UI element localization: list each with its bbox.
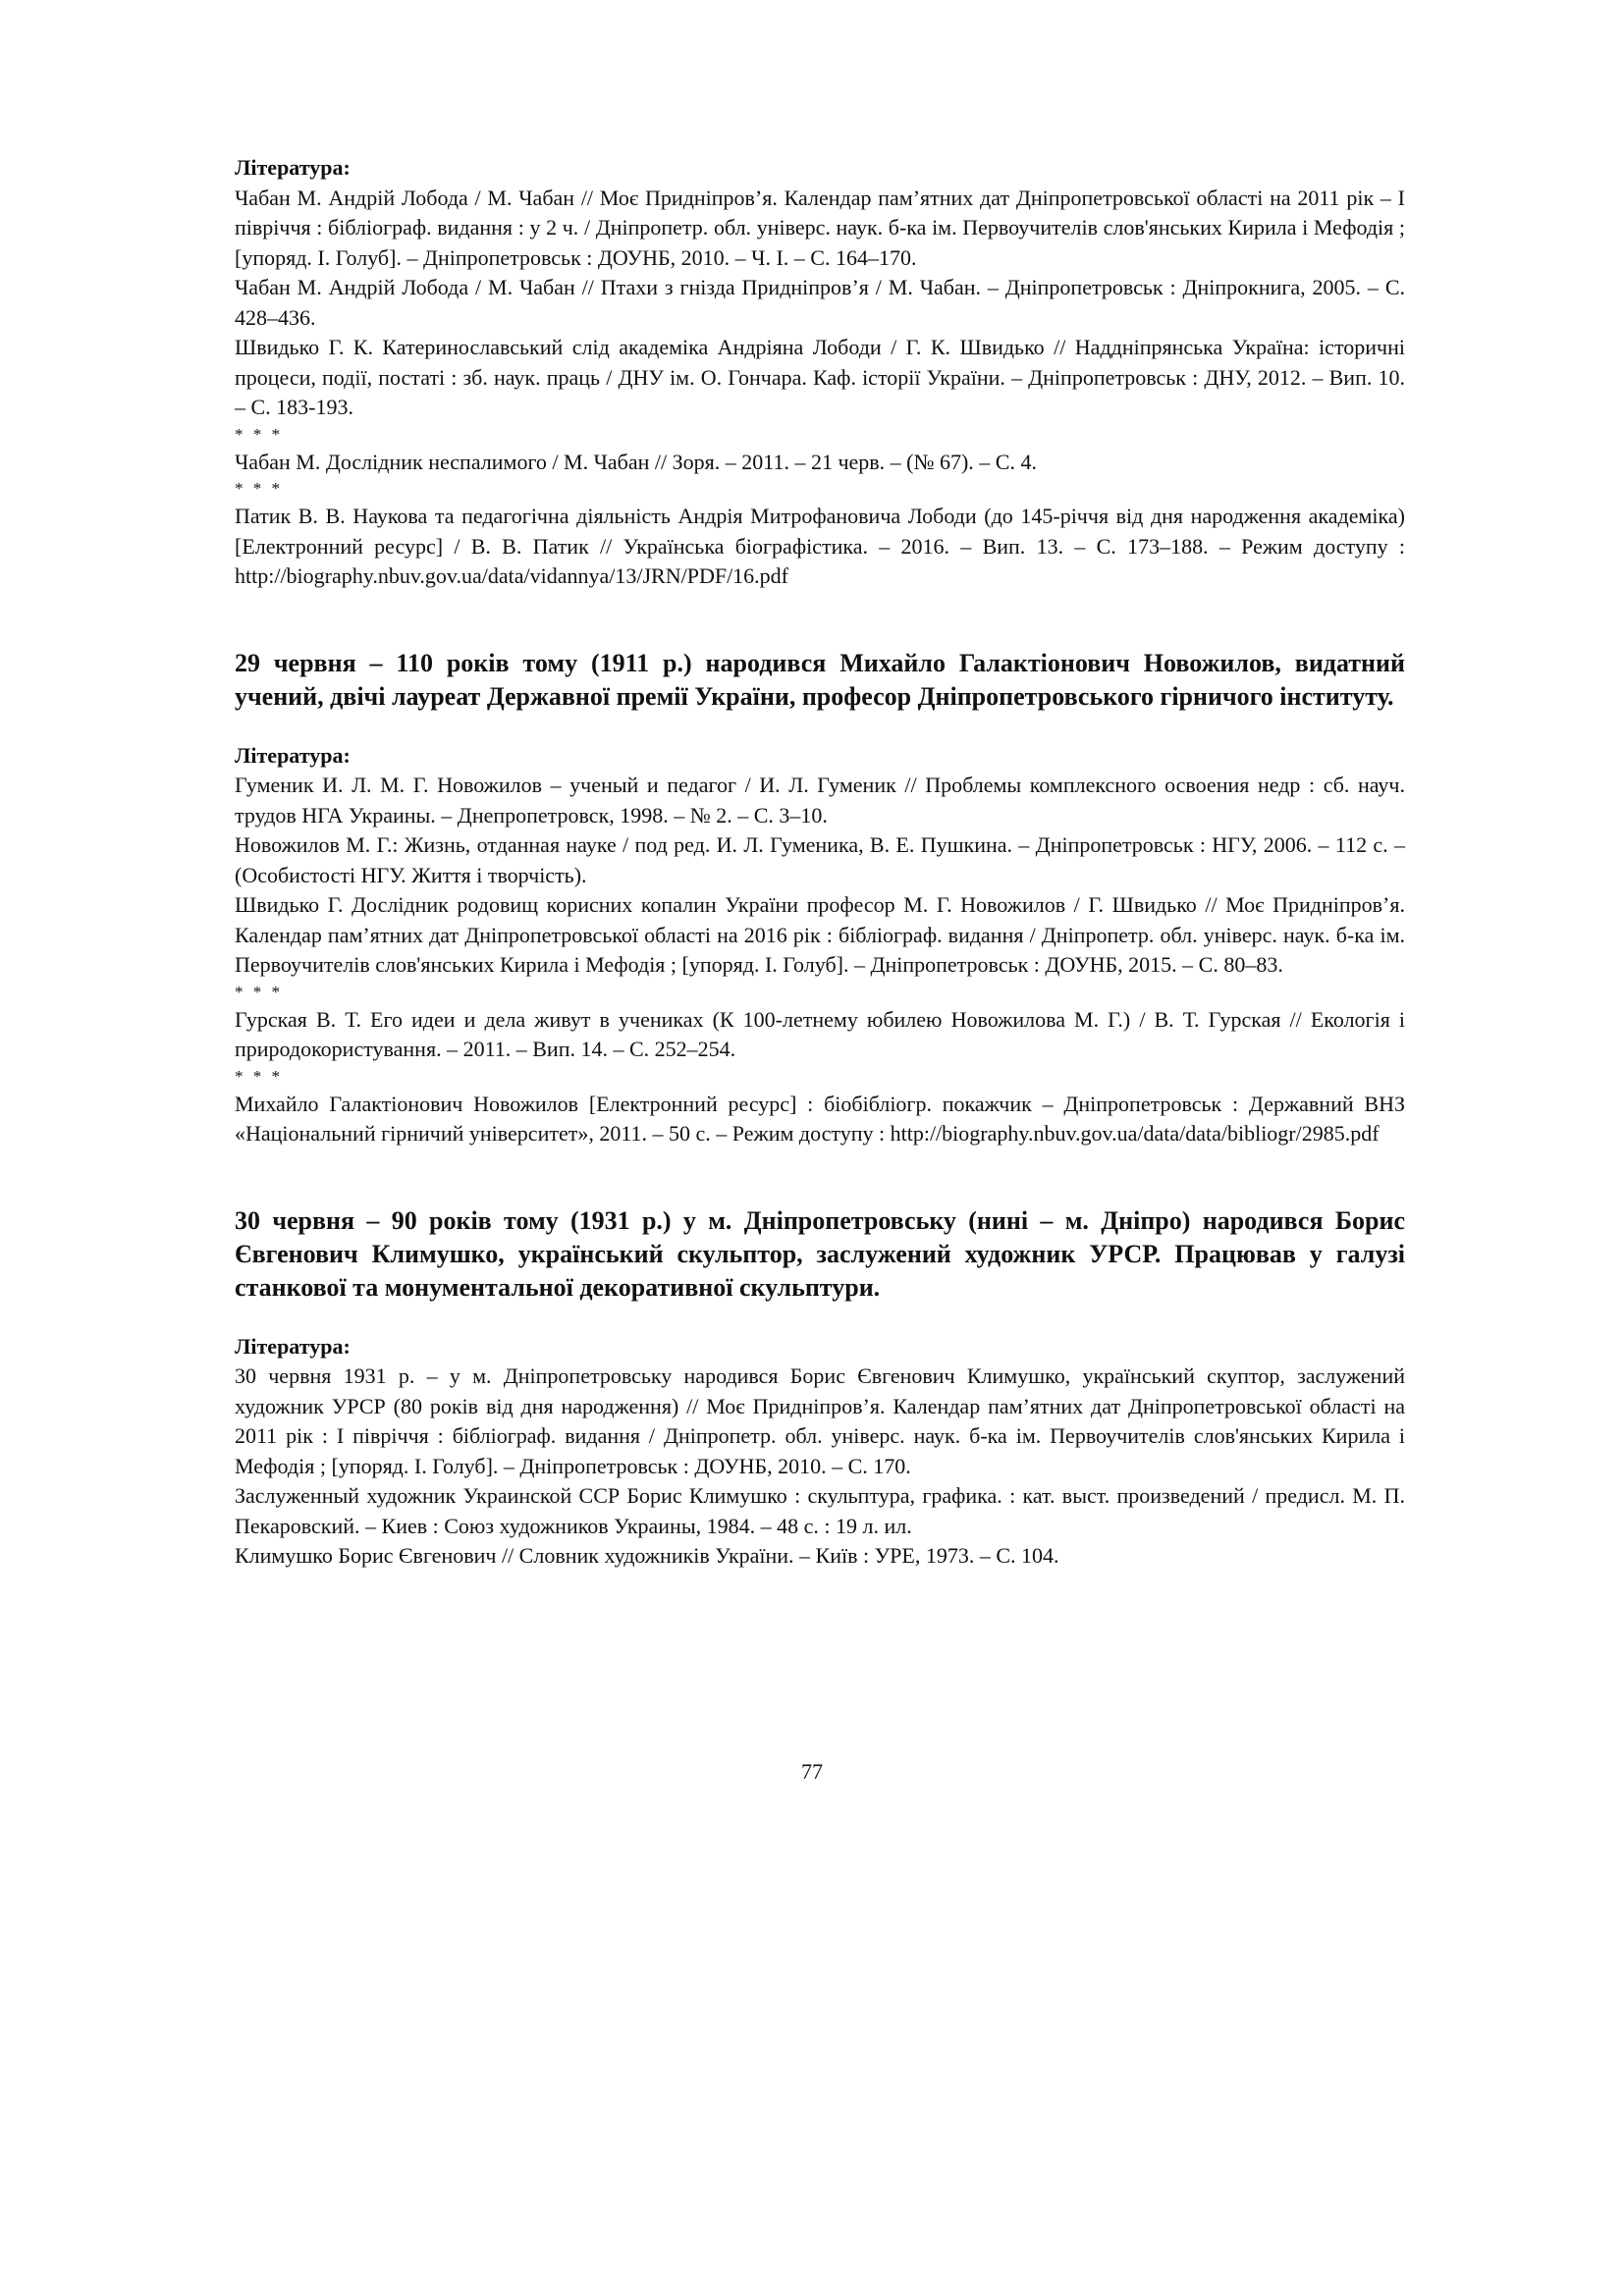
spacer (235, 592, 1405, 647)
event-section-novozhylov (235, 647, 1405, 1149)
bibliography-entry: Чабан М. Дослідник неспалимого / М. Чабан // Зоря. – 2011. – 21 черв. – (№ 67). – С. 4. (235, 449, 1037, 474)
bibliography-entry: Швидько Г. Дослідник родовищ корисних копалин України професор М. Г. Новожилов / Г. Швидько // Моє Придніпров’я. Календар пам’ятних дат Дніпропетровської області на 2016 рік : бібліограф. видання / Дніпропетр. обл. універс. наук. б-ка ім. Первоучителів слов'янських Кирила і Мефодія ; [упоряд. І. Голуб]. – Дніпропетровськ : ДОУНБ, 2015. – С. 80–83. (235, 892, 1405, 977)
bibliography-entry: Гурская В. Т. Его идеи и дела живут в учениках (К 100-летнему юбилею Новожилова М. Г.) / В. Т. Гурская // Екологія і природокористування. – 2011. – Вип. 14. – С. 252–254. (235, 1006, 1405, 1061)
bibliography-entry: Гуменик И. Л. М. Г. Новожилов – ученый и педагог / И. Л. Гуменик // Проблемы комплексного освоения недр : сб. науч. трудов НГА Украины. – Днепропетровск, 1998. – № 2. – С. 3–10. (235, 773, 1405, 828)
bibliography-entry: 30 червня 1931 р. – у м. Дніпропетровську народився Борис Євгенович Климушко, український скуптор, заслужений художник УРСР (80 років від дня народження) // Моє Придніпров’я. Календар пам’ятних дат Дніпропетровської області на 2011 рік : І півріччя : бібліограф. видання / Дніпропетр. обл. універс. наук. б-ка ім. Первоучителів слов'янських Кирила і Мефодія ; [упоряд. І. Голуб]. – Дніпропетровськ : ДОУНБ, 2010. – С. 170. (235, 1363, 1405, 1478)
separator-stars: * * * (235, 982, 283, 1001)
spacer (235, 1149, 1405, 1204)
bibliography-entry: Новожилов М. Г.: Жизнь, отданная науке / под ред. И. Л. Гуменика, В. Е. Пушкина. – Дніпропетровськ : НГУ, 2006. – 112 с. – (Особистості НГУ. Життя і творчість). (235, 832, 1405, 887)
literature-label: Література: (235, 155, 351, 180)
page-content (235, 153, 1405, 1572)
literature-label: Література: (235, 1333, 351, 1359)
literature-label: Література: (235, 742, 351, 768)
bibliography-entry: Климушко Борис Євгенович // Словник художників України. – Київ : УРЕ, 1973. – С. 104. (235, 1543, 1059, 1568)
bibliography-entry: Чабан М. Андрій Лобода / М. Чабан // Птахи з гнізда Придніпров’я / М. Чабан. – Дніпропетровськ : Дніпрокнига, 2005. – С. 428–436. (235, 275, 1405, 330)
bibliography-entry: Патик В. В. Наукова та педагогічна діяльність Андрія Митрофановича Лободи (до 145-річчя від дня народження академіка) [Електронний ресурс] / В. В. Патик // Українська біографістика. – 2016. – Вип. 13. – С. 173–188. – Режим доступу : http://biography.nbuv.gov.ua/data/vidannya/13/JRN/PDF/16.pdf (235, 504, 1405, 588)
separator-stars: * * * (235, 424, 283, 444)
event-heading: 29 червня – 110 років тому (1911 р.) народився Михайло Галактіонович Новожилов, видатний учений, двічі лауреат Державної премії України, професор Дніпропетровського гірничого інституту. (235, 648, 1405, 711)
separator-stars: * * * (235, 1066, 283, 1086)
separator-stars: * * * (235, 479, 283, 498)
spacer (235, 714, 1405, 741)
page-number: 77 (801, 1759, 823, 1784)
bibliography-entry: Михайло Галактіонович Новожилов [Електронний ресурс] : біобібліогр. покажчик – Дніпропетровськ : Державний ВНЗ «Національний гірничий університет», 2011. – 50 с. – Режим доступу : http://biography.nbuv.gov.ua/data/data/bibliogr/2985.pdf (235, 1091, 1405, 1146)
bibliography-entry: Швидько Г. К. Катеринославський слід академіка Андріяна Лободи / Г. К. Швидько // Наддніпрянська Україна: історичні процеси, події, постаті : зб. наук. праць / ДНУ ім. О. Гончара. Каф. історії України. – Дніпропетровськ : ДНУ, 2012. – Вип. 10. – С. 183-193. (235, 335, 1405, 419)
bibliography-entry: Чабан М. Андрій Лобода / М. Чабан // Моє Придніпров’я. Календар пам’ятних дат Дніпропетровської області на 2011 рік – І півріччя : бібліограф. видання : у 2 ч. / Дніпропетр. обл. універс. наук. б-ка ім. Первоучителів слов'янських Кирила і Мефодія ; [упоряд. І. Голуб]. – Дніпропетровськ : ДОУНБ, 2010. – Ч. І. – С. 164–170. (235, 185, 1405, 270)
spacer (235, 1305, 1405, 1332)
event-heading: 30 червня – 90 років тому (1931 р.) у м. Дніпропетровську (нині – м. Дніпро) народився Борис Євгенович Климушко, український скульптор, заслужений художник УРСР. Працював у галузі станкової та монументальної декоративної скульптури. (235, 1205, 1405, 1302)
bibliography-entry: Заслуженный художник Украинской ССР Борис Климушко : скульптура, графика. : кат. выст. произведений / предисл. М. П. Пекаровский. – Киев : Союз художников Украины, 1984. – 48 с. : 19 л. ил. (235, 1483, 1405, 1538)
bibliography-section-1 (235, 153, 1405, 592)
event-section-klymushko (235, 1204, 1405, 1572)
